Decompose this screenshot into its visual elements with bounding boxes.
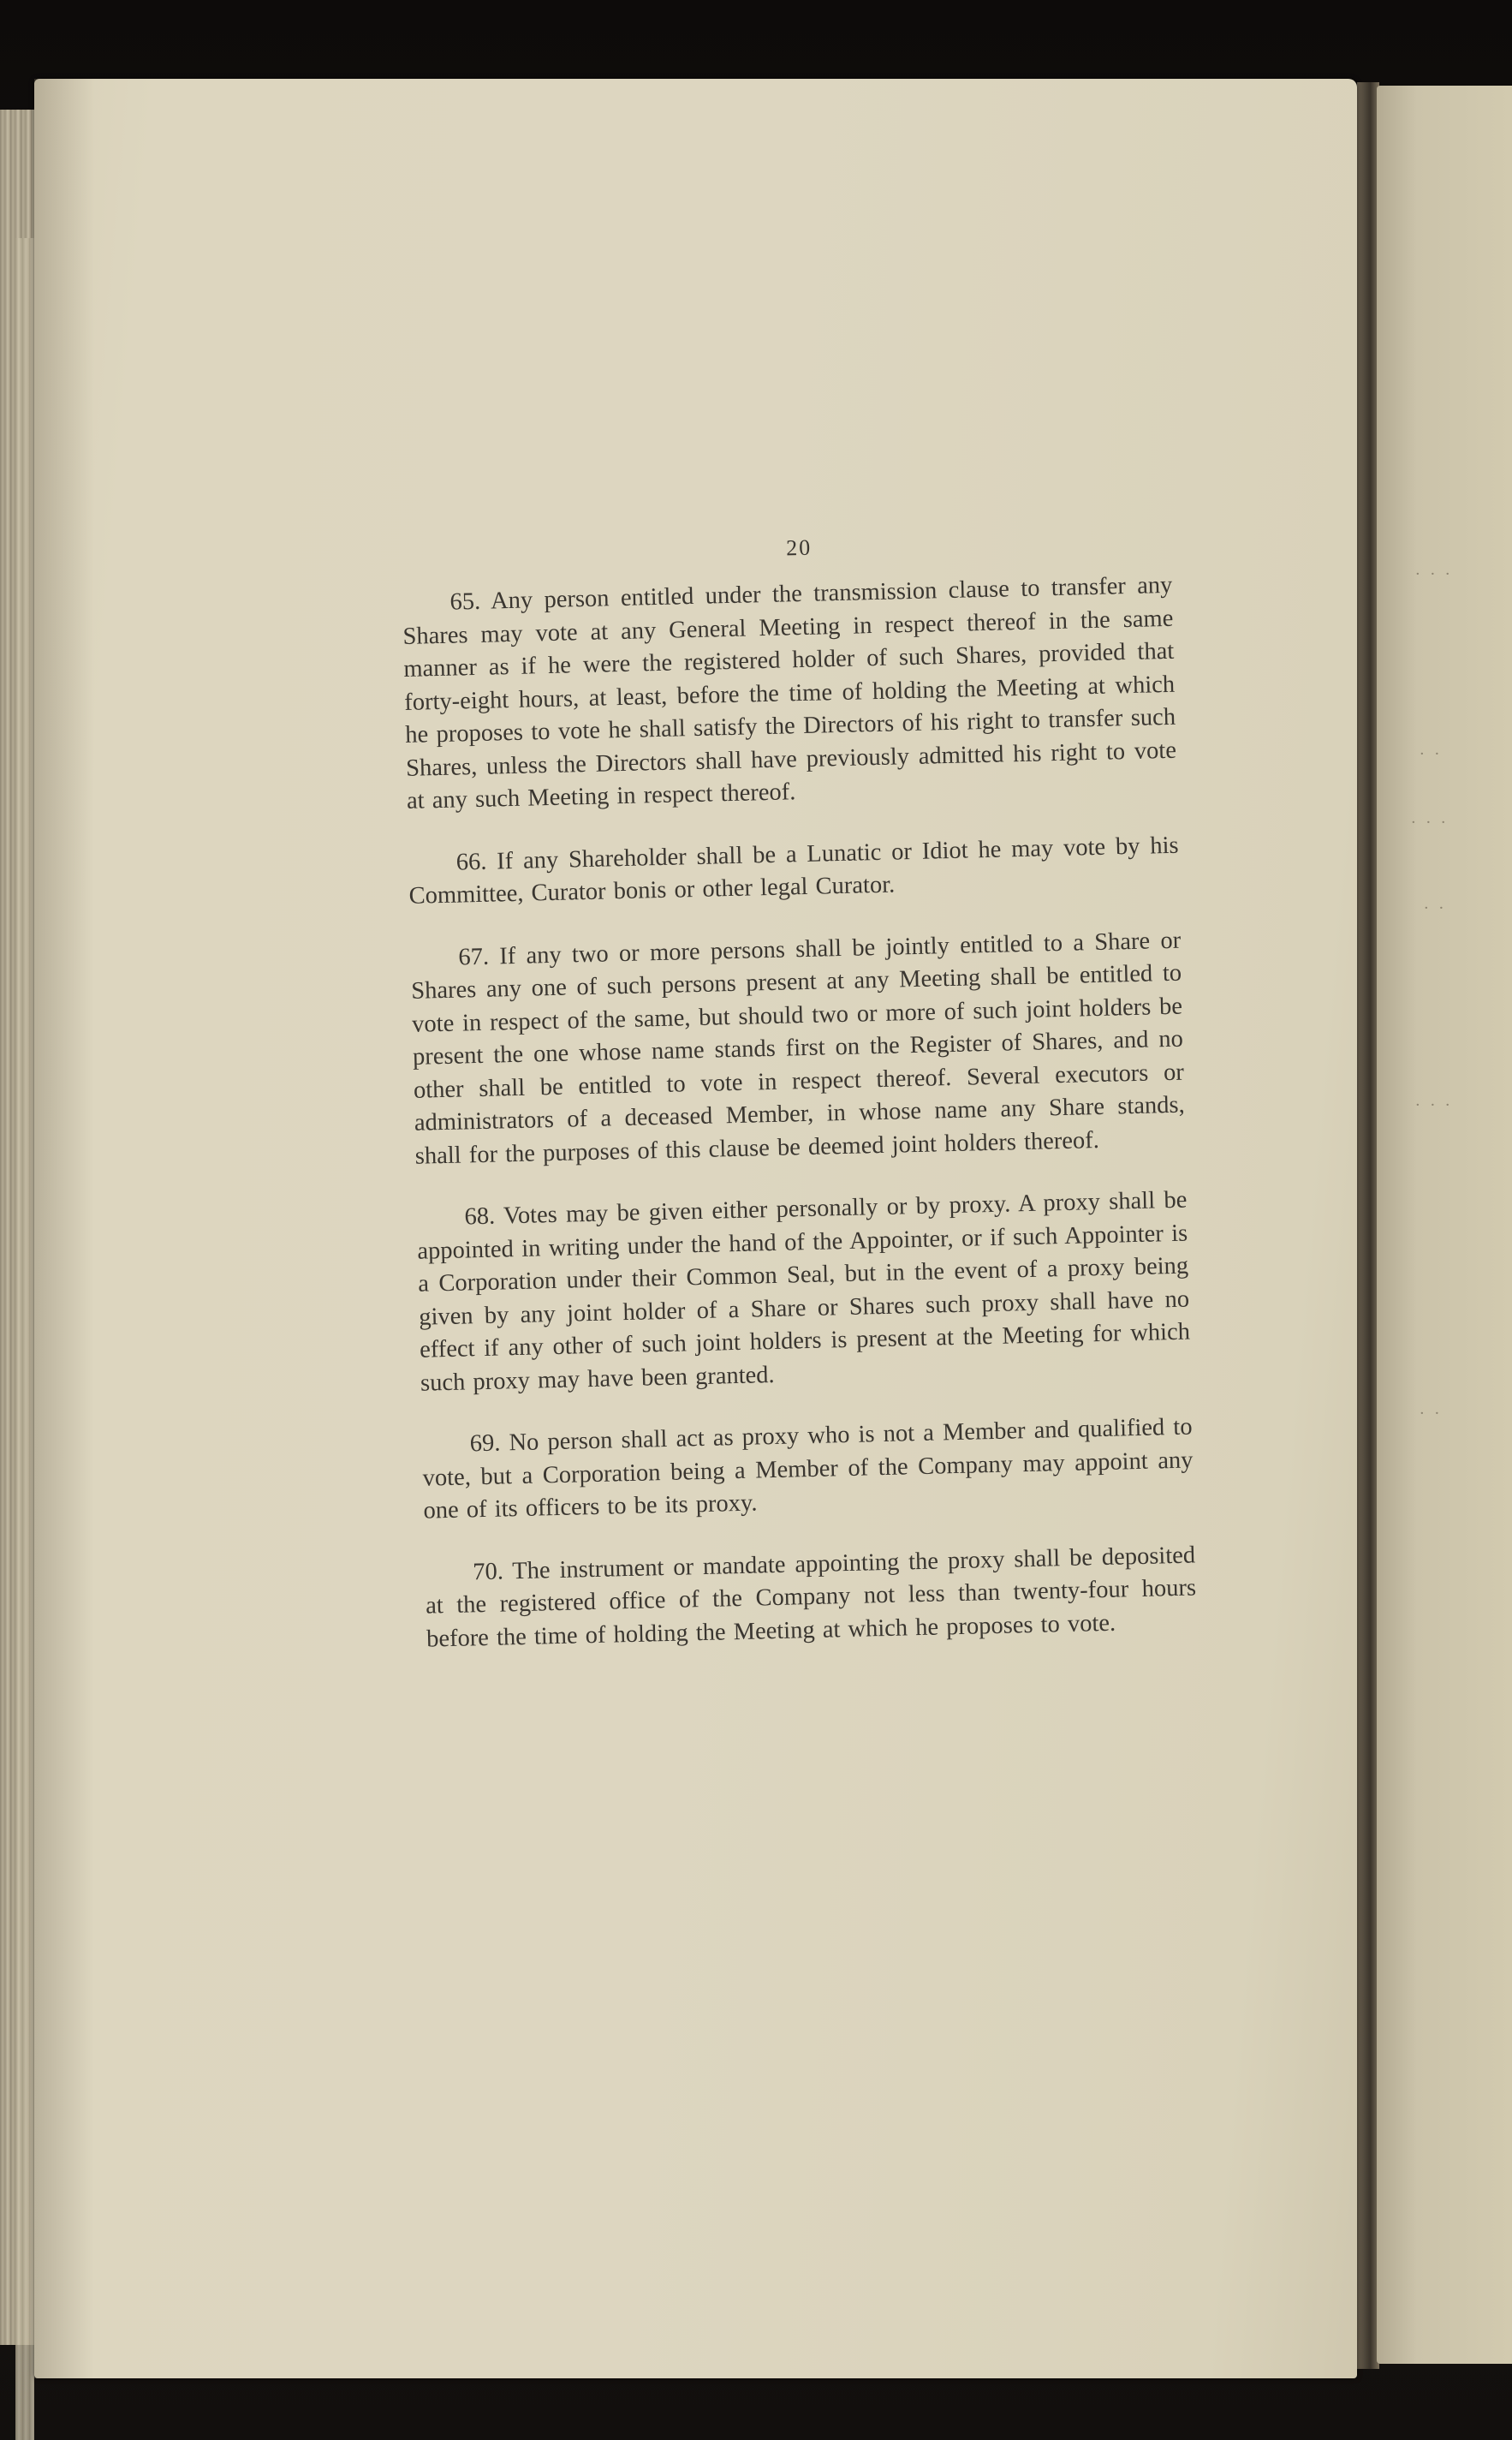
clause-68: 68. Votes may be given either personally or by proxy. A proxy shall be appointed in writing under the hand of the Appointer, or if such Appointer is a Corporation under their Common Seal, but in the event of a proxy being given by any joint holder of a Share or Shares such proxy shall have no effect if any other of such joint holders is present at the Meeting for which such proxy may have been granted. (417, 1186, 1191, 1397)
show-through-mark: · · · (1415, 565, 1453, 583)
clause-67: 67. If any two or more persons shall be jointly entitled to a Share or Shares any one of such persons present at any Meeting shall be entitled to vote in respect of the same, but should two or more of such joint holders be present the one whose name stands first on the Register of Shares, and no other shall be entitled to vote in respect thereof. Several executors or administrators of a deceased Member, in whose name any Share stands, shall for the purposes of this clause be deemed joint holders thereof. (410, 927, 1186, 1170)
page-shadow (34, 79, 94, 2378)
facing-page-edge (1377, 86, 1512, 2364)
page-text-block (401, 527, 1198, 1685)
show-through-mark: · · · (1411, 814, 1449, 832)
page-edges-inner (15, 238, 34, 2440)
clause-65: 65. Any person entitled under the transmission clause to transfer any Shares may vote at any General Meeting in respect thereof in the same manner as if he were the registered holder of such Shares, provided that forty-eight hours, at least, before the time of holding the Meeting at which he proposes to vote he shall satisfy the Directors of his right to transfer such Shares, unless the Directors shall have previously admitted his right to vote at any such Meeting in respect thereof. (402, 571, 1177, 814)
clause-66: 66. If any Shareholder shall be a Lunatic or Idiot he may vote by his Committee, Curator bonis or other legal Curator. (408, 832, 1179, 910)
clause-69: 69. No person shall act as proxy who is not a Member and qualified to vote, but a Corporation being a Member of the Company may appoint any one of its officers to be its proxy. (422, 1413, 1194, 1524)
clause-70: 70. The instrument or mandate appointing the proxy shall be deposited at the registered office of the Company not less than twenty-four hours before the time of holding the Meeting at which he proposes to vote. (425, 1541, 1197, 1653)
show-through-mark: · · (1420, 745, 1443, 763)
show-through-mark: · · (1420, 1405, 1443, 1423)
page-number: 20 (785, 534, 813, 561)
show-through-mark: · · · (1415, 1096, 1453, 1114)
show-through-mark: · · (1424, 899, 1447, 917)
